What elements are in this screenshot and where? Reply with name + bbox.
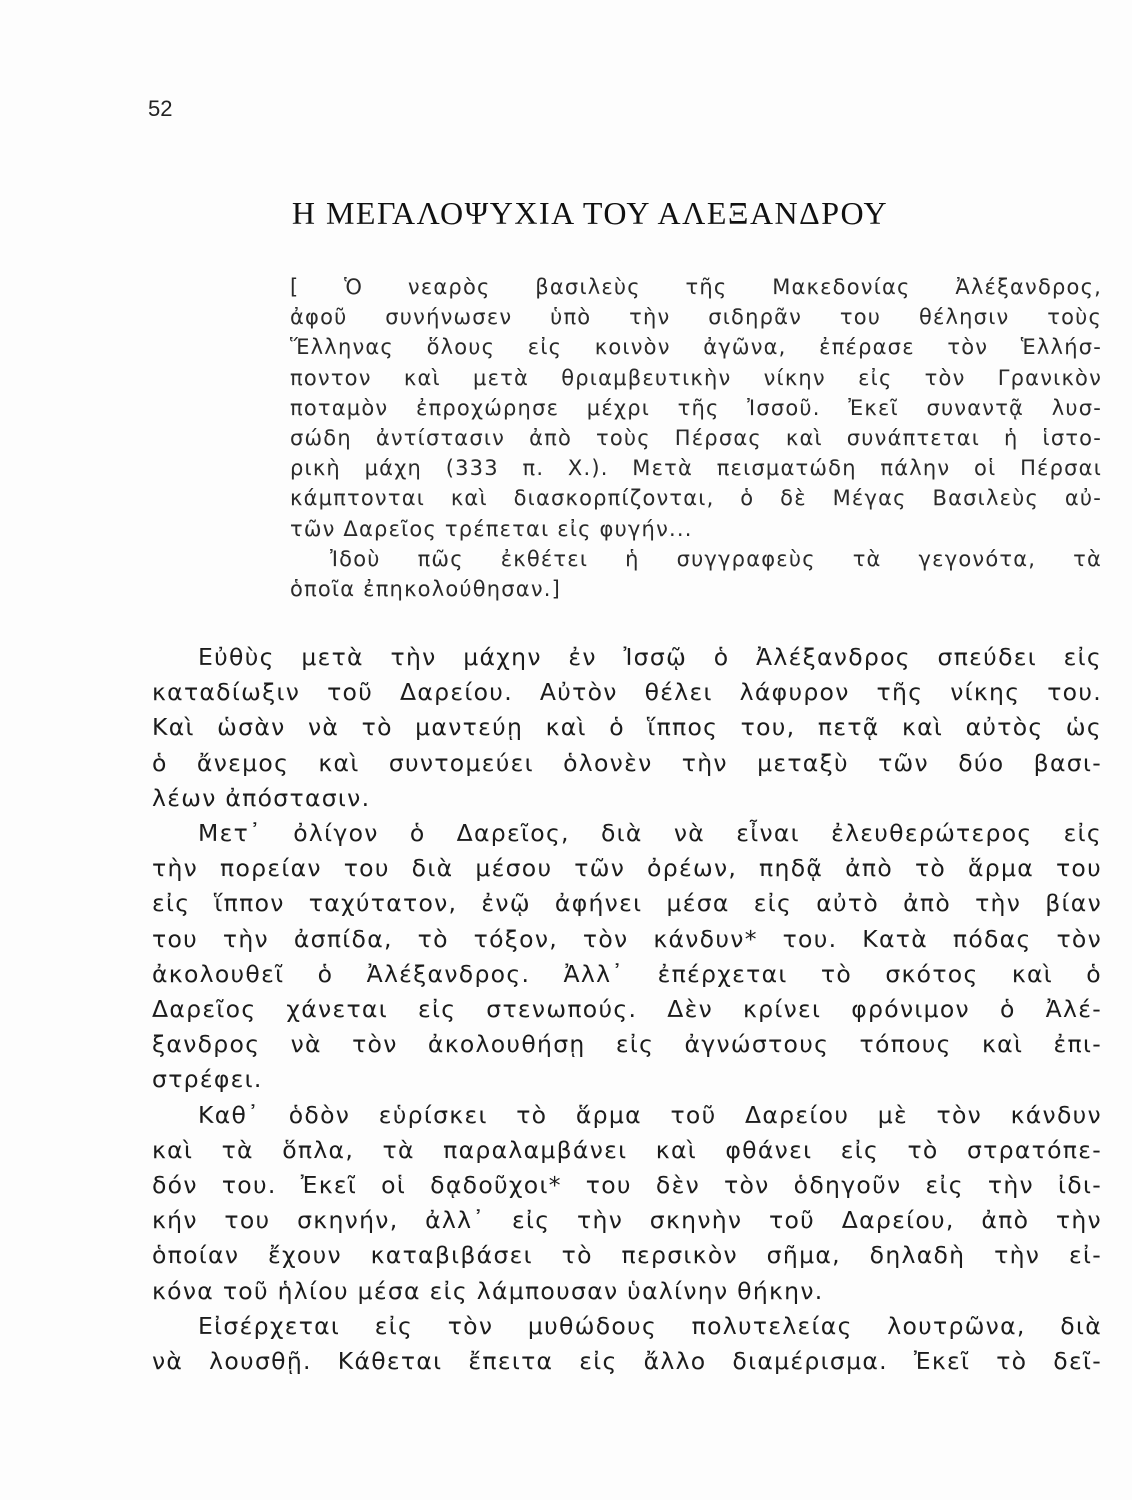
body-line: ὁ ἄνεμος καὶ συντομεύει ὁλονὲν τὴν μεταξὺ τῶν δύο βασι- — [152, 748, 1102, 777]
body-line: Εἰσέρχεται εἰς τὸν μυθώδους πολυτελείας λουτρῶνα, διὰ — [198, 1311, 1102, 1340]
chapter-title: Η ΜΕΓΑΛΟΨΥΧΙΑ ΤΟΥ ΑΛΕΞΑΝΔΡΟΥ — [291, 195, 889, 231]
body-line: κόνα τοῦ ἡλίου μέσα εἰς λάμπουσαν ὑαλίνην θήκην. — [152, 1276, 824, 1305]
main-text — [152, 640, 1102, 1379]
body-line: λέων ἀπόστασιν. — [152, 783, 371, 812]
page-number: 52 — [148, 96, 173, 121]
body-line: Εὐθὺς μετὰ τὴν μάχην ἐν Ἰσσῷ ὁ Ἀλέξανδρος σπεύδει εἰς — [198, 643, 1102, 671]
intro-line: [ Ὁ νεαρὸς βασιλεὺς τῆς Μακεδονίας Ἀλέξανδρος, — [290, 275, 1102, 299]
body-line: καὶ τὰ ὅπλα, τὰ παραλαμβάνει καὶ φθάνει εἰς τὸ στρατόπε- — [152, 1135, 1102, 1164]
intro-line: σώδη ἀντίστασιν ἀπὸ τοὺς Πέρσας καὶ συνάπτεται ἡ ἱστο- — [290, 426, 1102, 451]
intro-line: τῶν Δαρεῖος τρέπεται εἰς φυγήν... — [290, 516, 693, 541]
body-line: καταδίωξιν τοῦ Δαρείου. Αὐτὸν θέλει λάφυρον τῆς νίκης του. — [152, 678, 1102, 707]
intro-paragraph — [290, 272, 1102, 604]
body-line: ξανδρος νὰ τὸν ἀκολουθήσῃ εἰς ἀγνώστους τόπους καὶ ἐπι- — [152, 1030, 1102, 1059]
body-line: Μετ᾿ ὀλίγον ὁ Δαρεῖος, διὰ νὰ εἶναι ἐλευθερώτερος εἰς — [198, 819, 1102, 848]
body-line: Δαρεῖος χάνεται εἰς στενωπούς. Δὲν κρίνει φρόνιμον ὁ Ἀλέ- — [152, 995, 1102, 1024]
body-line: Καθ᾿ ὁδὸν εὑρίσκει τὸ ἅρμα τοῦ Δαρείου μὲ τὸν κάνδυν — [198, 1100, 1102, 1129]
body-line: νὰ λουσθῇ. Κάθεται ἔπειτα εἰς ἄλλο διαμέρισμα. Ἐκεῖ τὸ δεῖ- — [152, 1347, 1102, 1376]
intro-line: ποντον καὶ μετὰ θριαμβευτικὴν νίκην εἰς τὸν Γρανικὸν — [290, 365, 1102, 390]
intro-line: ποταμὸν ἐπροχώρησε μέχρι τῆς Ἰσσοῦ. Ἐκεῖ συναντᾷ λυσ- — [290, 395, 1102, 420]
intro-line: Ἰδοὺ πῶς ἐκθέτει ἡ συγγραφεὺς τὰ γεγονότα, τὰ — [330, 546, 1102, 571]
body-line: κήν του σκηνήν, ἀλλ᾿ εἰς τὴν σκηνὴν τοῦ Δαρείου, ἀπὸ τὴν — [152, 1206, 1102, 1235]
intro-line: ρικὴ μάχη (333 π. Χ.). Μετὰ πεισματώδη πάλην οἱ Πέρσαι — [290, 456, 1102, 481]
body-line: ἀκολουθεῖ ὁ Ἀλέξανδρος. Ἀλλ᾿ ἐπέρχεται τὸ σκότος καὶ ὁ — [152, 959, 1102, 988]
intro-line: ἀφοῦ συνήνωσεν ὑπὸ τὴν σιδηρᾶν του θέλησιν τοὺς — [290, 305, 1102, 330]
body-line: ὁποίαν ἔχουν καταβιβάσει τὸ περσικὸν σῆμα, δηλαδὴ τὴν εἰ- — [152, 1241, 1102, 1270]
intro-line: ὁποῖα ἐπηκολούθησαν.] — [290, 577, 562, 602]
intro-line: Ἕλληνας ὅλους εἰς κοινὸν ἀγῶνα, ἐπέρασε τὸν Ἑλλήσ- — [290, 335, 1102, 360]
body-line: Καὶ ὡσὰν νὰ τὸ μαντεύῃ καὶ ὁ ἵππος του, πετᾷ καὶ αὐτὸς ὡς — [152, 713, 1102, 742]
body-line: στρέφει. — [152, 1065, 263, 1094]
intro-line: κάμπτονται καὶ διασκορπίζονται, ὁ δὲ Μέγας Βασιλεὺς αὐ- — [290, 486, 1102, 511]
body-line: τὴν πορείαν του διὰ μέσου τῶν ὀρέων, πηδᾷ ἀπὸ τὸ ἅρμα του — [152, 854, 1102, 883]
body-line: εἰς ἵππον ταχύτατον, ἐνῷ ἀφήνει μέσα εἰς αὐτὸ ἀπὸ τὴν βίαν — [152, 889, 1102, 918]
body-line: δόν του. Ἐκεῖ οἱ δᾳδοῦχοι* του δὲν τὸν ὁδηγοῦν εἰς τὴν ἰδι- — [152, 1171, 1102, 1200]
body-line: του τὴν ἀσπίδα, τὸ τόξον, τὸν κάνδυν* του. Κατὰ πόδας τὸν — [152, 924, 1102, 953]
